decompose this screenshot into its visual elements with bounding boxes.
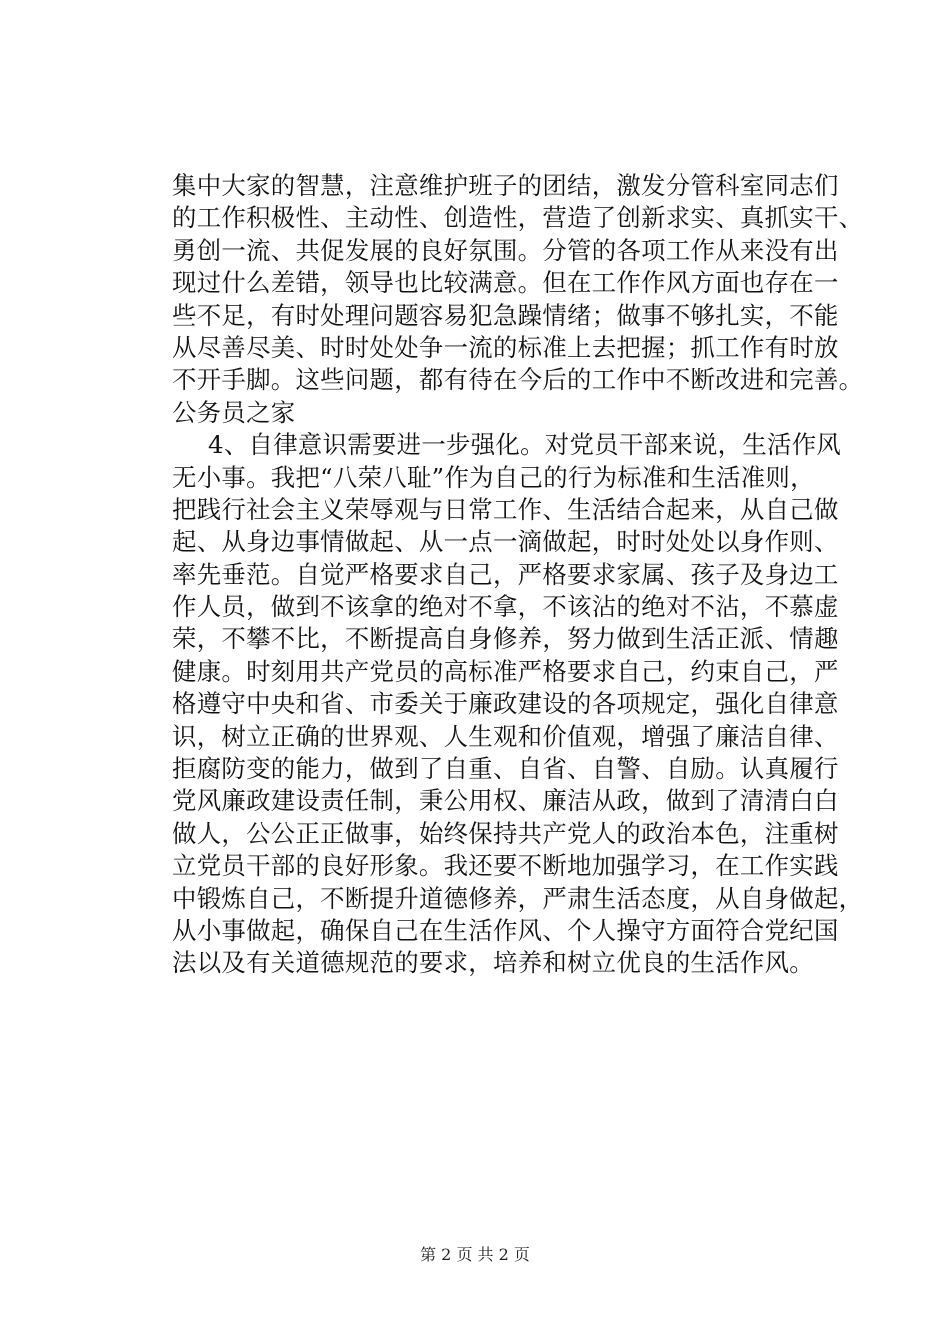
text-line: 做人，公公正正做事，始终保持共产党人的政治本色，注重树 — [172, 818, 839, 848]
body-text — [172, 170, 864, 980]
text-line: 荣，不攀不比，不断提高自身修养，努力做到生活正派、情趣 — [172, 624, 839, 654]
text-line: 格遵守中央和省、市委关于廉政建设的各项规定，强化自律意 — [172, 689, 839, 719]
text-line: 党风廉政建设责任制，秉公用权、廉洁从政，做到了清清白白 — [172, 786, 839, 816]
text-line: 的工作积极性、主动性、创造性，营造了创新求实、真抓实干、 — [172, 203, 864, 233]
text-line: 立党员干部的良好形象。我还要不断地加强学习，在工作实践 — [172, 851, 839, 881]
text-line: 法以及有关道德规范的要求，培养和树立优良的生活作风。 — [172, 948, 814, 978]
text-line: 把践行社会主义荣辱观与日常工作、生活结合起来，从自己做 — [172, 494, 839, 524]
text-line: 些不足，有时处理问题容易犯急躁情绪；做事不够扎实，不能 — [172, 300, 839, 330]
text-line: 识，树立正确的世界观、人生观和价值观，增强了廉洁自律、 — [172, 721, 839, 751]
text-line: 无小事。我把“八荣八耻”作为自己的行为标准和生活准则， — [172, 462, 815, 492]
page-number-footer: 第 2 页 共 2 页 — [420, 1245, 530, 1264]
text-line: 集中大家的智慧，注意维护班子的团结，激发分管科室同志们 — [172, 171, 839, 200]
paragraph-4-first-line: 4、自律意识需要进一步强化。对党员干部来说，生活作风 — [208, 430, 842, 460]
text-line: 率先垂范。自觉严格要求自己，严格要求家属、孩子及身边工 — [172, 559, 839, 589]
text-line: 从小事做起，确保自己在生活作风、个人操守方面符合党纪国 — [172, 915, 839, 945]
text-line: 作人员，做到不该拿的绝对不拿，不该沾的绝对不沾，不慕虚 — [172, 592, 839, 622]
text-line: 现过什么差错，领导也比较满意。但在工作作风方面也存在一 — [172, 268, 839, 298]
text-line: 从尽善尽美、时时处处争一流的标准上去把握；抓工作有时放 — [172, 332, 839, 362]
text-line: 拒腐防变的能力，做到了自重、自省、自警、自励。认真履行 — [172, 754, 839, 784]
text-line: 起、从身边事情做起、从一点一滴做起，时时处处以身作则、 — [172, 527, 839, 557]
text-line: 健康。时刻用共产党员的高标准严格要求自己，约束自己，严 — [172, 656, 839, 686]
text-line: 不开手脚。这些问题，都有待在今后的工作中不断改进和完善。 — [172, 365, 864, 395]
text-line: 勇创一流、共促发展的良好氛围。分管的各项工作从来没有出 — [172, 235, 839, 265]
text-line: 公务员之家 — [172, 397, 296, 427]
text-line: 中锻炼自己，不断提升道德修养，严肃生活态度，从自身做起， — [172, 883, 864, 913]
